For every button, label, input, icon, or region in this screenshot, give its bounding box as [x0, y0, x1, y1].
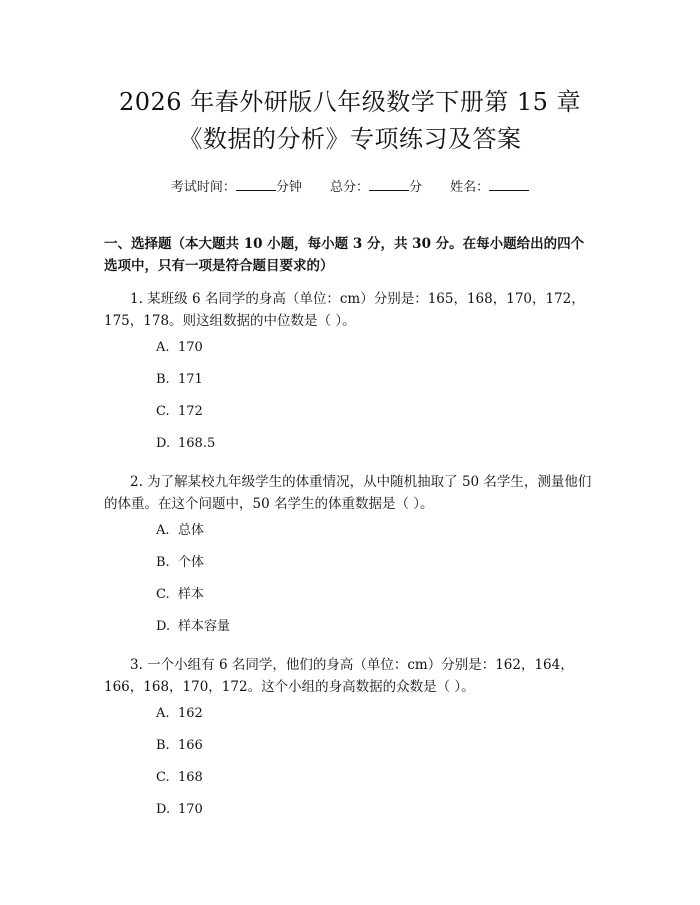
question-3 — [104, 654, 596, 826]
question-text: 2. 为了解某校九年级学生的体重情况，从中随机抽取了 50 名学生，测量他们的体重。在这个问题中，50 名学生的体重数据是（ ）。 — [104, 474, 592, 512]
option-b: B. 166 — [156, 738, 203, 753]
total-score: 总分： 分 — [329, 180, 423, 195]
options-list — [156, 698, 596, 826]
score-blank — [369, 180, 409, 191]
option-b: B. 171 — [156, 372, 203, 387]
question-1 — [104, 288, 596, 460]
option-d: D. 样本容量 — [156, 619, 231, 634]
option-d: D. 168.5 — [156, 436, 216, 451]
question-text: 1. 某班级 6 名同学的身高（单位：cm）分别是：165，168，170，172，175，178。则这组数据的中位数是（ ）。 — [104, 291, 585, 329]
title-line-1: 2026 年春外研版八年级数学下册第 15 章 — [118, 88, 581, 116]
document-title — [104, 0, 596, 158]
title-line-2: 《数据的分析》专项练习及答案 — [178, 125, 522, 153]
option-d: D. 170 — [156, 802, 203, 817]
name-blank — [489, 180, 529, 191]
options-list — [156, 515, 596, 643]
option-b: B. 个体 — [156, 555, 205, 570]
question-text: 3. 一个小组有 6 名同学，他们的身高（单位：cm）分别是：162，164，166，168，170，172。这个小组的身高数据的众数是（ ）。 — [104, 657, 574, 695]
option-c: C. 样本 — [156, 587, 205, 602]
option-a: A. 170 — [156, 340, 203, 355]
option-a: A. 总体 — [156, 523, 205, 538]
question-2 — [104, 471, 596, 643]
section-heading: 一、选择题（本大题共 10 小题，每小题 3 分，共 30 分。在每小题给出的四个选项中，只有一项是符合题目要求的） — [104, 236, 585, 274]
option-a: A. 162 — [156, 706, 203, 721]
time-blank — [236, 180, 276, 191]
student-name: 姓名： — [450, 176, 529, 195]
option-c: C. 172 — [156, 404, 203, 419]
exam-meta — [104, 176, 596, 195]
exam-time: 考试时间： 分钟 — [170, 180, 302, 195]
options-list — [156, 332, 596, 460]
option-c: C. 168 — [156, 770, 203, 785]
